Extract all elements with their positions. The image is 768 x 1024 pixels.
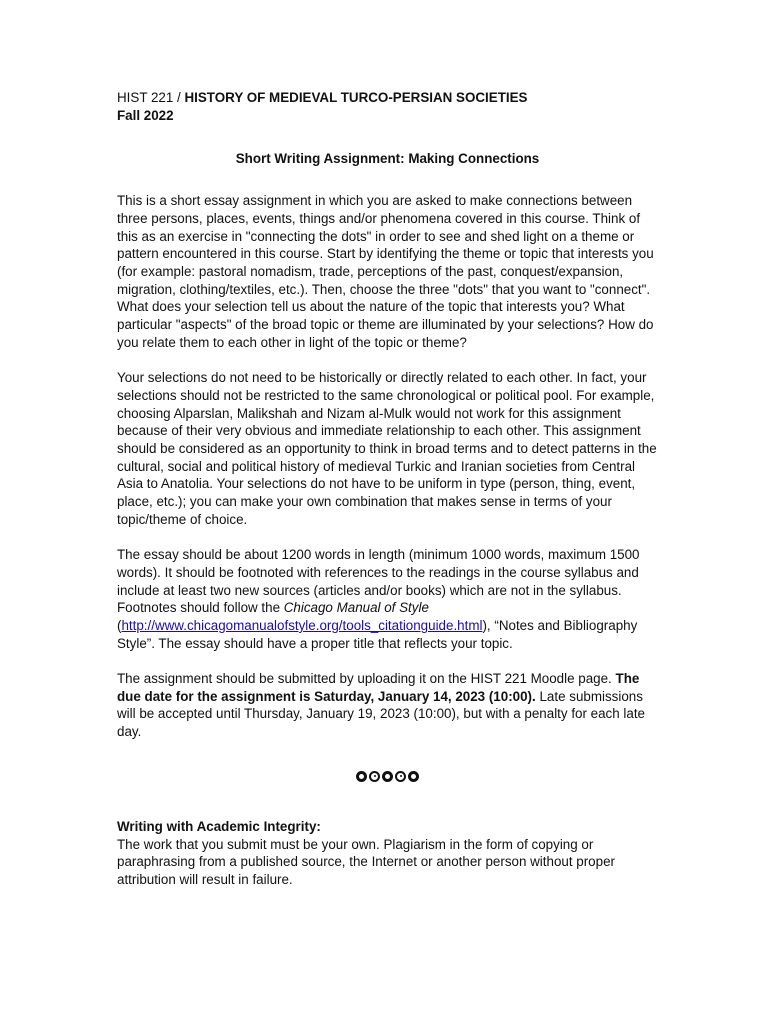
- due-date: The due date for the assignment is Saturday, January 14, 2023 (10:00).: [117, 671, 640, 704]
- ornament-dot-icon: [382, 771, 393, 782]
- paragraph-selections: Your selections do not need to be historically or directly related to each other. In fact, your selections should not be restricted to the same chronological or political pool. For example, choosing Alparslan, Malikshah and Nizam al-Mulk would not work for this assignment because of their very obvious and immediate relationship to each other. This assignment should be considered as an opportunity to think in broad terms and to detect patterns in the cultural, social and political history of medieval Turkic and Iranian societies from Central Asia to Anatolia. Your selections do not have to be uniform in type (person, thing, event, place, etc.); you can make your own combination that makes sense in terms of your topic/theme of choice.: [117, 370, 657, 527]
- ornament-ring-icon: [395, 771, 406, 782]
- integrity-body: The work that you submit must be your own. Plagiarism in the form of copying or paraphrasing from a published source, the Internet or another person without proper attribution will result in failure.: [117, 836, 615, 887]
- ornament-ring-icon: [369, 771, 380, 782]
- assignment-title: Short Writing Assignment: Making Connections: [235, 151, 540, 167]
- paragraph-submission: [117, 670, 658, 741]
- integrity-heading: Writing with Academic Integrity:: [117, 818, 321, 834]
- course-title: HISTORY OF MEDIEVAL TURCO-PERSIAN SOCIETIES: [184, 90, 528, 105]
- course-header: [117, 89, 658, 107]
- circle-ornament-icon: [117, 771, 658, 785]
- style-guide-title: Chicago Manual of Style: [283, 600, 429, 616]
- paren-open: (: [117, 617, 122, 633]
- ornament-dot-icon: [356, 771, 367, 782]
- style-guide-link[interactable]: http://www.chicagomanualofstyle.org/tools_citationguide.html: [121, 617, 483, 633]
- requirements-text-end: ), “Notes and Bibliography Style”. The essay should have a proper title that reflects your topic.: [117, 617, 638, 651]
- ornament-dot-icon: [408, 771, 419, 782]
- late-policy: Late submissions will be accepted until Thursday, January 19, 2023 (10:00), but with a penalty for each late day.: [117, 688, 646, 740]
- course-term: Fall 2022: [117, 107, 174, 123]
- requirements-text: The essay should be about 1200 words in length (minimum 1000 words, maximum 1500 words). It should be footnoted with references to the readings in the course syllabus and include at least two new sources (articles and/or books) which are not in the syllabus. Footnotes should follow the: [117, 547, 640, 616]
- paragraph-intro: This is a short essay assignment in which you are asked to make connections between three persons, places, events, things and/or phenomena covered in this course. Think of this as an exercise in "connecting the dots" in order to see and shed light on a theme or pattern encountered in this course. Start by identifying the theme or topic that interests you (for example: pastoral nomadism, trade, perceptions of the past, conquest/expansion, migration, clothing/textiles, etc.). Then, choose the three "dots" that you want to "connect". What does your selection tell us about the nature of the topic that interests you? What particular "aspects" of the broad topic or theme are illuminated by your selections? How do you relate them to each other in light of the topic or theme?: [117, 193, 654, 350]
- paragraph-requirements: [117, 546, 658, 652]
- submission-intro: The assignment should be submitted by uploading it on the HIST 221 Moodle page.: [117, 671, 616, 687]
- course-code: HIST 221 /: [117, 90, 185, 105]
